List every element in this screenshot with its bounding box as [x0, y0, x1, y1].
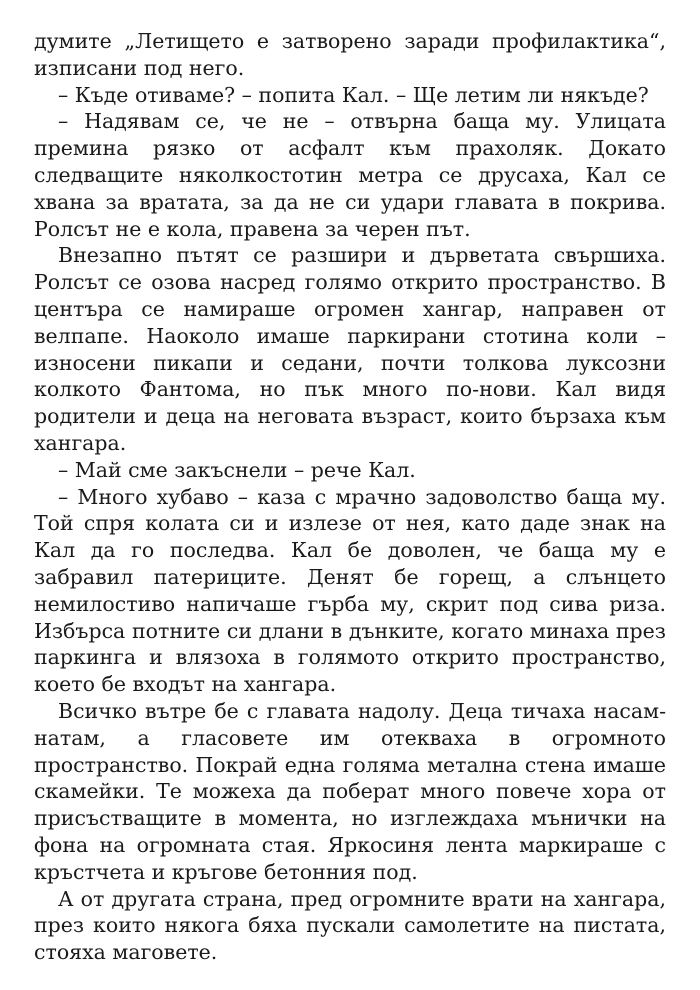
paragraph: А от другата страна, пред огромните врати на хангара, през които някога бяха пускали самолетите на пистата, стояха маговете. [34, 886, 666, 965]
paragraph-continuation: думите „Летището е затворено заради профилактика“, изписани под него. [34, 29, 666, 80]
paragraph: – Май сме закъснели – рече Кал. [58, 457, 416, 482]
paragraph: Внезапно пътят се разшири и дърветата свършиха. Ролсът се озова насред голямо открито пространство. В центъра се намираше огромен хангар, направен от велпапе. Наоколо имаше паркирани стотина коли – износени пикапи и седани, почти толкова луксозни колкото Фантома, но пък много по-нови. Кал видя родители и деца на неговата възраст, които бързаха към хангара. [34, 243, 666, 455]
book-page [34, 28, 666, 966]
paragraph: – Надявам се, че не – отвърна баща му. Улицата премина рязко от асфалт към прахоляк. Докато следващите няколкостотин метра се друсаха, Кал се хвана за вратата, за да не си удари главата в покрива. Ролсът не е кола, правена за черен път. [34, 109, 666, 241]
paragraph: – Къде отиваме? – попита Кал. – Ще летим ли някъде? [58, 82, 649, 107]
paragraph: – Много хубаво – каза с мрачно задоволство баща му. Той спря колата си и излезе от нея, като даде знак на Кал да го последва. Кал бе доволен, че баща му е забравил патериците. Денят бе горещ, а слънцето немилостиво напичаше гърба му, скрит под сива риза. Избърса потните си длани в дънките, когато минаха през паркинга и влязоха в голямото открито пространство, което бе входът на хангара. [34, 484, 666, 697]
paragraph: Всичко вътре бе с главата надолу. Деца тичаха насам-натам, а гласовете им отекваха в огромното пространство. Покрай една голяма метална стена имаше скамейки. Те можеха да поберат много повече хора от присъстващите в момента, но изглеждаха мънички на фона на огромната стая. Яркосиня лента маркираше с кръстчета и кръгове бетонния под. [34, 698, 666, 884]
